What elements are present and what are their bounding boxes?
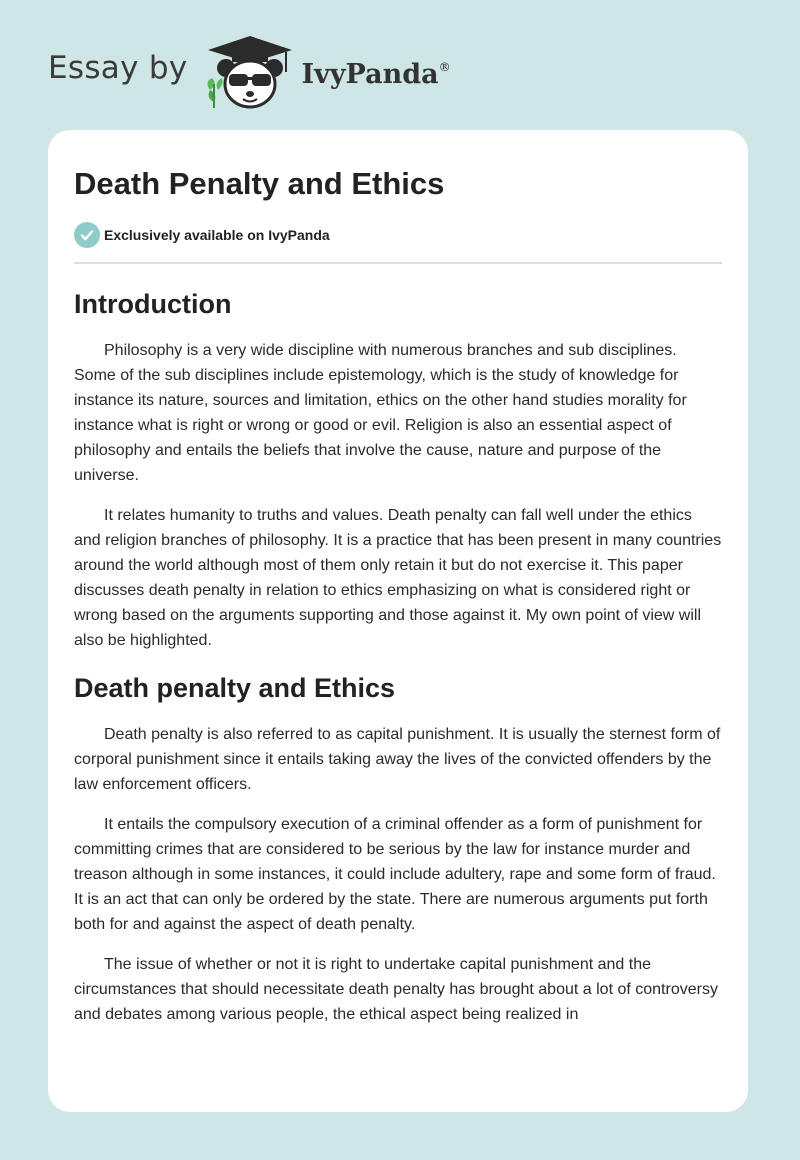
section-heading: Introduction <box>74 289 232 319</box>
essay-by-label: Essay by <box>48 50 188 86</box>
paragraph: Death penalty is also referred to as capital punishment. It is usually the sternest form of corporal punishment since it entails taking away the lives of the convicted offenders by the law enforcement officers. <box>74 726 721 793</box>
page-title: Death Penalty and Ethics <box>74 166 445 201</box>
brand-name[interactable]: IvyPanda® <box>301 58 451 90</box>
paragraph: It entails the compulsory execution of a criminal offender as a form of punishment for committing crimes that are considered to be serious by the law for instance murder and treason although in some instances, it could include adultery, rape and some form of fraud. It is an act that can only be ordered by the state. There are numerous arguments put forth both for and against the aspect of death penalty. <box>74 816 716 933</box>
panda-graduate-logo-icon[interactable] <box>202 32 298 112</box>
essay-card <box>48 130 748 1112</box>
divider <box>74 262 722 264</box>
section-heading: Death penalty and Ethics <box>74 673 396 703</box>
exclusive-badge <box>74 222 722 248</box>
exclusive-badge-label: Exclusively available on IvyPanda <box>104 227 330 243</box>
paragraph: Philosophy is a very wide discipline with numerous branches and sub disciplines. Some of the sub disciplines include epistemology, which is the study of knowledge for instance its nature, sources and limitation, ethics on the other hand studies morality for instance what is right or wrong or good or evil. Religion is also an essential aspect of philosophy and entails the beliefs that involve the cause, nature and purpose of the universe. <box>74 342 687 484</box>
section-death-penalty-and-ethics <box>74 668 722 1027</box>
paragraph: It relates humanity to truths and values. Death penalty can fall well under the ethics and religion branches of philosophy. It is a practice that has been present in many countries around the world although most of them only retain it but do not exercise it. This paper discusses death penalty in relation to ethics emphasizing on what is considered right or wrong based on the arguments supporting and those against it. My own point of view will also be highlighted. <box>74 507 722 649</box>
section-introduction <box>74 284 722 653</box>
check-circle-icon <box>74 222 100 248</box>
paragraph: The issue of whether or not it is right to undertake capital punishment and the circumstances that should necessitate death penalty has brought about a lot of controversy and debates among various people, the ethical aspect being realized in <box>74 956 718 1023</box>
site-header <box>48 30 451 114</box>
